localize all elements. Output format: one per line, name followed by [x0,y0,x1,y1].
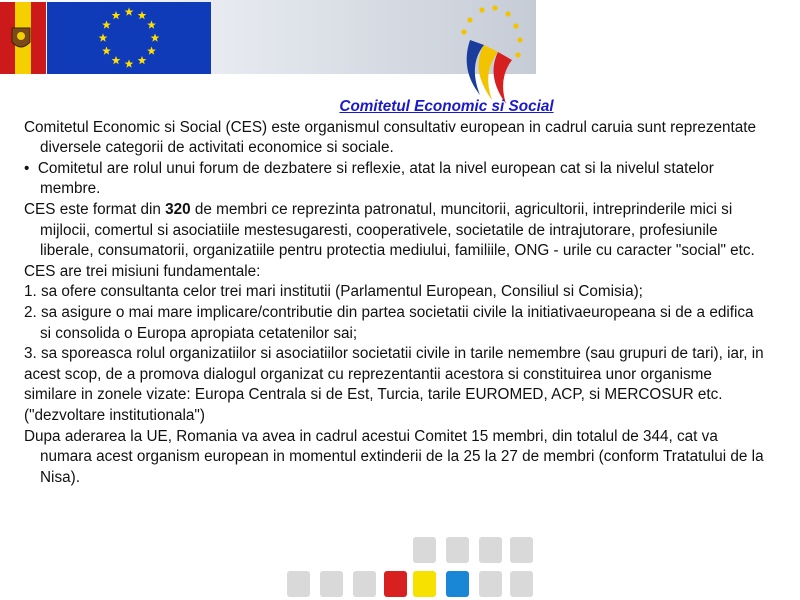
paragraph-forum [24,159,764,200]
mission-1: 1. sa ofere consultanta celor trei mari institutii (Parlamentul European, Consiliul si Comisia); [24,283,643,301]
slide-title [24,97,764,118]
paragraph-text: Comitetul are rolul unui forum de dezbatere si reflexie, atat la nivel european cat si la nivelul statelor membre. [37,159,714,198]
bullet-icon: • [24,159,30,177]
paragraph-text: Comitetul Economic si Social (CES) este organismul consultativ european in cadrul caruia sunt reprezentate diversele categorii de activitati economice si sociale. [24,118,757,157]
eu-star-icon [99,33,108,41]
member-count: 320 [165,200,191,218]
eu-star-icon [147,46,156,54]
decor-square-yellow [413,571,436,597]
decor-square-red [384,571,407,597]
title-text: Comitetul Economic si Social [339,98,554,115]
eu-star-icon [125,59,134,67]
romania-flag [0,2,46,74]
mission-2: 2. sa asigure o mai mare implicare/contributie din partea societatii civile la initiativaeuropeana si de a edifica si consolida o Europa apropiata cetatenilor sai; [24,303,754,342]
paragraph-ces-intro [24,118,764,159]
eu-star-icon [138,56,147,64]
eu-stars-icon [47,2,211,74]
decor-square [413,537,436,563]
decor-square [446,537,469,563]
paragraph-missions [24,262,764,283]
decor-square [479,571,502,597]
paragraph-romania: Dupa aderarea la UE, Romania va avea in cadrul acestui Comitet 15 membri, din totalul de 344, cat va numara acest organism european in momentul extinderii de la 25 la 27 de membri (conform Tratatului de la Nisa). [24,427,764,486]
decor-square [510,571,533,597]
paragraph-text: CES are trei misiuni fundamentale: [24,262,261,280]
eu-star-icon [125,7,134,15]
decor-square [510,537,533,563]
decor-square-blue [446,571,469,597]
paragraph-text: CES este format din [24,200,161,218]
decor-square [287,571,310,597]
eu-star-icon [138,11,147,19]
eu-flag [47,2,211,74]
eu-star-icon [102,20,111,28]
paragraph-composition [24,200,764,262]
eu-star-icon [147,20,156,28]
slide-content [24,97,764,488]
eu-star-icon [112,56,121,64]
paragraph-text: de membri ce reprezinta patronatul, muncitorii, agricultorii, intreprinderile mici si mijlocii, comertul si asociatiile mestesugaresti, cooperativele, societatile de intrajutorare, profesiunile liberale, consumatorii, organizatiile pentru protectia mediului, familiile, ONG - urile cu caracter "social" etc. [40,200,755,260]
eu-star-icon [151,33,160,41]
eu-star-icon [112,11,121,19]
decor-square [353,571,376,597]
eu-star-icon [102,46,111,54]
eu-romania-swirl-logo [440,0,540,110]
decor-square [320,571,343,597]
decor-square [479,537,502,563]
mission-3: 3. sa sporeasca rolul organizatiilor si asociatiilor societatii civile in tarile nemembre (sau grupuri de tari), iar, in acest scop, de a promova dialogul organizat cu reprezentantii acestora si constituirea unor organisme similare in zonele vizate: Europa Centrala si de Est, Turcia, tarile EUROMED, ACP, si MERCOSUR etc. ("dezvoltare institutionala") [24,345,764,424]
coat-of-arms-icon [6,24,36,54]
